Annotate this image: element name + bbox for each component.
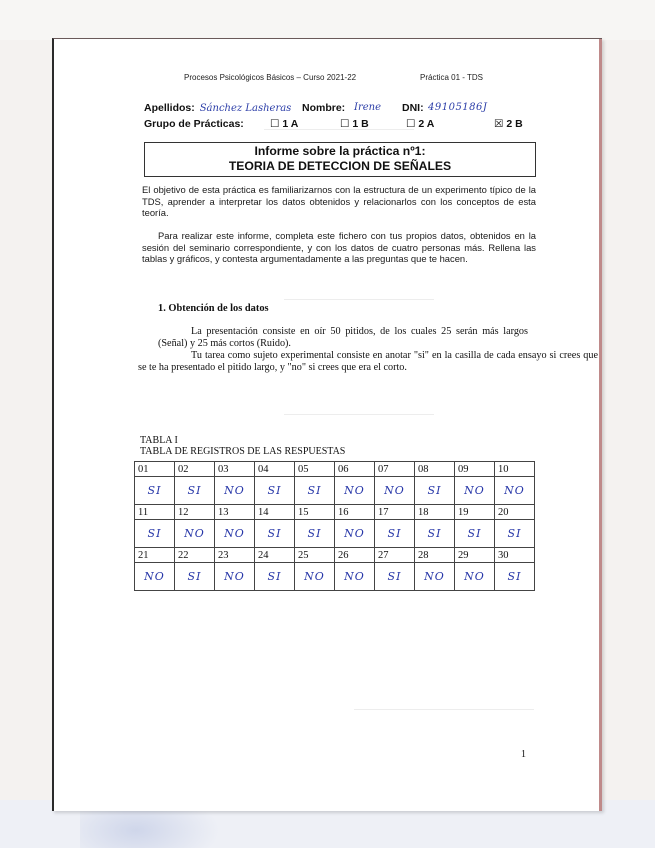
trial-number-cell: 06: [335, 462, 375, 477]
table-label: [140, 435, 345, 457]
table-row-numbers: [135, 462, 535, 477]
answer-cell[interactable]: [495, 477, 535, 505]
answer-cell[interactable]: [255, 520, 295, 548]
answer-value: SI: [187, 484, 202, 497]
answer-value: SI: [187, 570, 202, 583]
answer-value: NO: [144, 570, 165, 583]
answer-value: SI: [147, 484, 162, 497]
answer-value: SI: [267, 527, 282, 540]
apellidos-value: Sánchez Lasheras: [199, 103, 292, 114]
answer-cell[interactable]: [175, 520, 215, 548]
answer-value: NO: [344, 484, 365, 497]
answer-cell[interactable]: [135, 563, 175, 591]
checked-box-icon: ☒: [494, 118, 504, 130]
checkbox-icon: ☐: [340, 118, 350, 130]
answer-cell[interactable]: [255, 563, 295, 591]
answer-cell[interactable]: [135, 477, 175, 505]
bleed-through: [354, 709, 534, 770]
answer-cell[interactable]: [135, 520, 175, 548]
dni-label: DNI:: [402, 102, 424, 114]
answer-value: NO: [224, 570, 245, 583]
bleed-through: [284, 299, 434, 320]
document-page: [52, 38, 602, 811]
answer-cell[interactable]: [375, 563, 415, 591]
table-row-numbers: [135, 548, 535, 563]
answer-cell[interactable]: [295, 563, 335, 591]
trial-number-cell: 15: [295, 505, 335, 520]
answer-value: NO: [184, 527, 205, 540]
answer-value: SI: [307, 484, 322, 497]
trial-number-cell: 22: [175, 548, 215, 563]
trial-number-cell: 14: [255, 505, 295, 520]
grupo-option-label: 2 B: [506, 118, 523, 130]
trial-number-cell: 19: [455, 505, 495, 520]
grupo-option-2b[interactable]: [494, 118, 523, 130]
table-row-answers: [135, 563, 535, 591]
answer-cell[interactable]: [335, 477, 375, 505]
grupo-label: Grupo de Prácticas:: [144, 118, 244, 130]
trial-number-cell: 01: [135, 462, 175, 477]
trial-number-cell: 29: [455, 548, 495, 563]
practice-header: Práctica 01 - TDS: [420, 73, 483, 82]
trial-number-cell: 05: [295, 462, 335, 477]
trial-number-cell: 07: [375, 462, 415, 477]
trial-number-cell: 25: [295, 548, 335, 563]
answer-cell[interactable]: [175, 563, 215, 591]
answer-cell[interactable]: [415, 477, 455, 505]
nombre-value: Irene: [354, 102, 382, 113]
title-box: [144, 142, 536, 177]
answer-value: SI: [427, 527, 442, 540]
answer-value: SI: [267, 570, 282, 583]
answer-cell[interactable]: [495, 520, 535, 548]
answer-value: SI: [427, 484, 442, 497]
answer-cell[interactable]: [375, 520, 415, 548]
grupo-option-1a[interactable]: [270, 118, 298, 130]
answer-cell[interactable]: [255, 477, 295, 505]
answer-value: NO: [464, 484, 485, 497]
answer-cell[interactable]: [335, 520, 375, 548]
answer-cell[interactable]: [455, 563, 495, 591]
answer-value: NO: [344, 527, 365, 540]
answer-value: SI: [307, 527, 322, 540]
intro-paragraph-2: Para realizar este informe, completa este fichero con tus propios datos, obtenidos en la sesión del seminario correspondiente, y con los datos de cuatro personas más. Rellena las tablas y gráficos, y contesta argumentadamente a las preguntas que te hacen.: [142, 230, 536, 265]
student-row: [144, 102, 574, 114]
answer-cell[interactable]: [415, 563, 455, 591]
trial-number-cell: 09: [455, 462, 495, 477]
table-row-numbers: [135, 505, 535, 520]
answer-cell[interactable]: [175, 477, 215, 505]
page-number: 1: [521, 749, 526, 760]
trial-number-cell: 11: [135, 505, 175, 520]
grupo-option-label: 1 B: [352, 118, 369, 130]
answer-cell[interactable]: [375, 477, 415, 505]
checkbox-icon: ☐: [270, 118, 280, 130]
trial-number-cell: 02: [175, 462, 215, 477]
intro-paragraph-1: El objetivo de esta práctica es familiarizarnos con la estructura de un experimento típico de la TDS, aprender a interpretar los datos obtenidos y relacionarlos con los conceptos de esta teoría.: [142, 184, 536, 219]
answer-value: NO: [504, 484, 525, 497]
grupo-option-label: 1 A: [282, 118, 299, 130]
trial-number-cell: 10: [495, 462, 535, 477]
answer-value: SI: [467, 527, 482, 540]
title-line-1: Informe sobre la práctica nº1:: [254, 144, 426, 158]
table-caption: TABLA DE REGISTROS DE LAS RESPUESTAS: [140, 446, 346, 457]
answer-cell[interactable]: [455, 520, 495, 548]
trial-number-cell: 20: [495, 505, 535, 520]
dni-value: 49105186J: [428, 102, 488, 113]
trial-number-cell: 13: [215, 505, 255, 520]
background-top: [0, 0, 655, 40]
table-number: TABLA I: [140, 435, 178, 446]
trial-number-cell: 12: [175, 505, 215, 520]
answer-value: SI: [387, 570, 402, 583]
table-row-answers: [135, 520, 535, 548]
answer-value: NO: [304, 570, 325, 583]
answer-cell[interactable]: [215, 477, 255, 505]
trial-number-cell: 30: [495, 548, 535, 563]
answer-value: SI: [267, 484, 282, 497]
checkbox-icon: ☐: [406, 118, 416, 130]
answer-value: NO: [384, 484, 405, 497]
answer-value: SI: [507, 527, 522, 540]
apellidos-label: Apellidos:: [144, 102, 195, 114]
answer-value: NO: [424, 570, 445, 583]
answer-value: SI: [507, 570, 522, 583]
section-paragraph-1: La presentación consiste en oír 50 pitidos, de los cuales 25 serán más largos (Señal) y 25 más cortos (Ruido).: [158, 326, 528, 350]
answer-cell[interactable]: [495, 563, 535, 591]
answer-value: NO: [344, 570, 365, 583]
answer-value: NO: [224, 527, 245, 540]
grupo-row: [144, 118, 574, 130]
answer-cell[interactable]: [215, 563, 255, 591]
section-paragraph-2: Tu tarea como sujeto experimental consiste en anotar "si" en la casilla de cada ensayo si crees que se te ha presentado el pitido largo, y "no" si crees que era el corto.: [138, 350, 598, 374]
answer-cell[interactable]: [335, 563, 375, 591]
table-row-answers: [135, 477, 535, 505]
trial-number-cell: 16: [335, 505, 375, 520]
grupo-option-label: 2 A: [418, 118, 435, 130]
answer-cell[interactable]: [215, 520, 255, 548]
page-edge: [599, 39, 602, 811]
section-heading: 1. Obtención de los datos: [158, 303, 269, 314]
answer-cell[interactable]: [295, 520, 335, 548]
answer-cell[interactable]: [295, 477, 335, 505]
trial-number-cell: 27: [375, 548, 415, 563]
answer-value: SI: [147, 527, 162, 540]
trial-number-cell: 17: [375, 505, 415, 520]
answer-value: NO: [224, 484, 245, 497]
answer-value: NO: [464, 570, 485, 583]
course-header: Procesos Psicológicos Básicos – Curso 2021-22: [184, 73, 357, 82]
answer-cell[interactable]: [415, 520, 455, 548]
grupo-option-2a[interactable]: [406, 118, 434, 130]
answer-value: SI: [387, 527, 402, 540]
grupo-option-1b[interactable]: [340, 118, 369, 130]
answer-cell[interactable]: [455, 477, 495, 505]
trial-number-cell: 04: [255, 462, 295, 477]
trial-number-cell: 23: [215, 548, 255, 563]
bleed-through: [284, 414, 434, 435]
trial-number-cell: 28: [415, 548, 455, 563]
trial-number-cell: 03: [215, 462, 255, 477]
trial-number-cell: 08: [415, 462, 455, 477]
trial-number-cell: 18: [415, 505, 455, 520]
trial-number-cell: 26: [335, 548, 375, 563]
trial-number-cell: 24: [255, 548, 295, 563]
responses-table: [134, 461, 535, 591]
title-line-2: TEORIA DE DETECCION DE SEÑALES: [228, 159, 452, 173]
nombre-label: Nombre:: [302, 102, 346, 114]
trial-number-cell: 21: [135, 548, 175, 563]
